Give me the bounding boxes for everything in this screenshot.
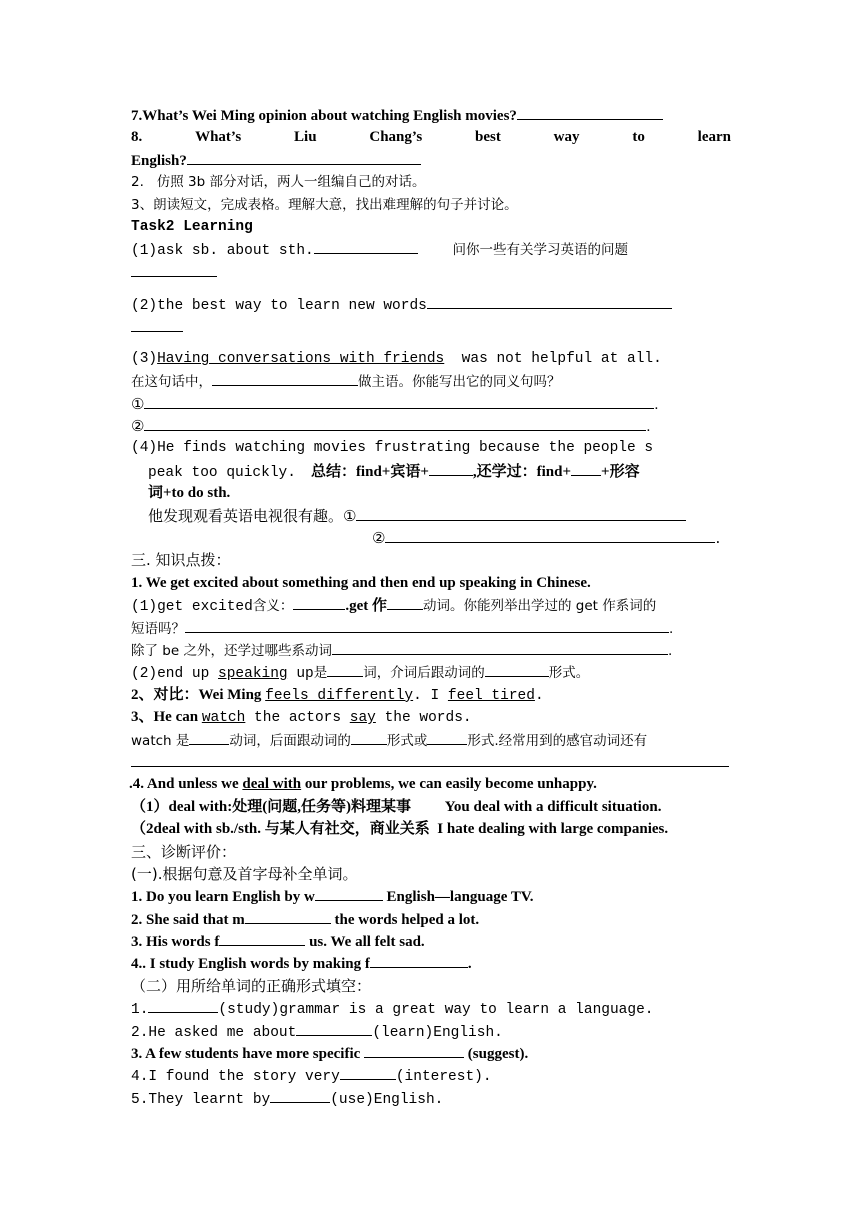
fill-item-3: 3. His words f us. We all felt sad. [131, 930, 731, 952]
answer-blank[interactable] [517, 104, 663, 120]
knowledge-point-2: 2、对比：Wei Ming feels differently. I feel tired. [131, 686, 544, 704]
answer-blank[interactable] [131, 751, 729, 767]
item-3-question: 在这句话中， 做主语。你能写出它的同义句吗？ [131, 370, 731, 392]
answer-blank[interactable] [131, 316, 183, 332]
item-4-line-4: 他发现观看英语电视很有趣。① [131, 505, 731, 527]
knowledge-point-3b: watch 是 动词，后面跟动词的 形式或 形式.经常用到的感官动词还有 [131, 729, 731, 751]
step-2: 2. 仿照 3b 部分对话，两人一组编自己的对话。 [131, 174, 426, 191]
fill-item-1: 1. Do you learn English by w English—language TV. [131, 885, 731, 907]
item-3-answer-1: ① . [131, 393, 731, 415]
step-3: 3、朗读短文，完成表格。理解大意，找出难理解的句子并讨论。 [131, 196, 518, 213]
item-4-line-5: ② . [372, 529, 721, 548]
spacer [131, 338, 731, 348]
answer-blank[interactable] [144, 393, 654, 409]
knowledge-point-4b: （2deal with sb./sth. 与某人有社交，商业关系 I hate dealing with large companies. [131, 821, 669, 838]
fill-item-4: 4.. I study English words by making f . [131, 952, 731, 974]
form-item-4: 4.I found the story very (interest). [131, 1064, 731, 1086]
answer-blank[interactable] [245, 908, 331, 924]
answer-blank[interactable] [219, 930, 305, 946]
answer-blank[interactable] [429, 460, 473, 476]
answer-blank[interactable] [387, 594, 423, 610]
answer-blank[interactable] [356, 505, 686, 521]
knowledge-point-4: .4. And unless we deal with our problems, we can easily become unhappy. [129, 776, 597, 793]
answer-blank[interactable] [571, 460, 601, 476]
item-4: (4)He finds watching movies frustrating because the people s [131, 440, 654, 457]
knowledge-point-1a: (1)get excited含义： .get 作 动词。你能列举出学过的 get 作系词的 [131, 594, 731, 616]
fill-item-2: 2. She said that m the words helped a lot. [131, 908, 731, 930]
answer-blank[interactable] [370, 952, 468, 968]
form-item-5: 5.They learnt by (use)English. [131, 1087, 731, 1109]
item-4-line-2: peak too quickly. 总结：find+宾语+ ,还学过：find+ +形容 [131, 460, 731, 482]
item-1: (1)ask sb. about sth. 问你一些有关学习英语的问题 [131, 238, 731, 260]
question-7: 7.What’s Wei Ming opinion about watching English movies? [131, 104, 731, 126]
answer-blank[interactable] [427, 293, 672, 309]
item-4-line-3: 词+to do sth. [148, 485, 231, 502]
question-8-continued: English? [131, 149, 731, 171]
section-assessment-heading: 三、诊断评价： [131, 842, 237, 861]
form-item-2: 2.He asked me about (learn)English. [131, 1020, 731, 1042]
section-knowledge-heading: 三. 知识点拨： [131, 551, 231, 570]
answer-blank[interactable] [270, 1087, 330, 1103]
answer-blank[interactable] [351, 729, 387, 745]
answer-blank[interactable] [385, 527, 715, 543]
answer-blank[interactable] [314, 238, 418, 254]
answer-blank[interactable] [485, 661, 549, 677]
answer-blank[interactable] [315, 885, 383, 901]
answer-blank[interactable] [189, 729, 229, 745]
answer-blank[interactable] [293, 594, 345, 610]
item-3: (3)Having conversations with friends was not helpful at all. [131, 350, 662, 367]
knowledge-point-1a-continued: 短语吗？ . [131, 617, 731, 639]
answer-blank[interactable] [364, 1042, 464, 1058]
answer-blank[interactable] [187, 149, 421, 165]
knowledge-point-3: 3、He can watch the actors say the words. [131, 709, 472, 727]
knowledge-point-1: 1. We get excited about something and then end up speaking in Chinese. [131, 574, 591, 591]
answer-blank[interactable] [340, 1064, 396, 1080]
task-2-heading: Task2 Learning [131, 218, 253, 235]
part-1-heading: (一).根据句意及首字母补全单词。 [131, 864, 358, 883]
answer-blank[interactable] [296, 1020, 372, 1036]
part-2-heading: （二）用所给单词的正确形式填空： [131, 976, 372, 995]
form-item-3: 3. A few students have more specific (suggest). [131, 1042, 731, 1064]
item-3-answer-2: ② . [131, 415, 731, 437]
answer-blank[interactable] [212, 370, 358, 386]
knowledge-point-4a: （1）deal with:处理(问题,任务等)料理某事 You deal with a difficult situation. [131, 798, 662, 815]
knowledge-point-1c: (2)end up speaking up是 词，介词后跟动词的 形式。 [131, 661, 731, 683]
form-item-1: 1. (study)grammar is a great way to learn a language. [131, 997, 731, 1019]
item-2-continued [131, 316, 731, 338]
answer-blank[interactable] [332, 639, 668, 655]
answer-blank[interactable] [144, 415, 646, 431]
item-1-continued [131, 261, 731, 283]
answer-blank[interactable] [327, 661, 363, 677]
answer-blank[interactable] [185, 617, 669, 633]
knowledge-point-1b: 除了 be 之外，还学过哪些系动词 . [131, 639, 731, 661]
answer-blank[interactable] [148, 997, 218, 1013]
spacer [131, 283, 731, 293]
question-8: 8. What’s Liu Chang’s best way to learn [131, 129, 731, 146]
answer-blank[interactable] [131, 261, 217, 277]
knowledge-point-3b-continued [131, 751, 731, 773]
item-2: (2)the best way to learn new words [131, 293, 731, 315]
answer-blank[interactable] [427, 729, 467, 745]
